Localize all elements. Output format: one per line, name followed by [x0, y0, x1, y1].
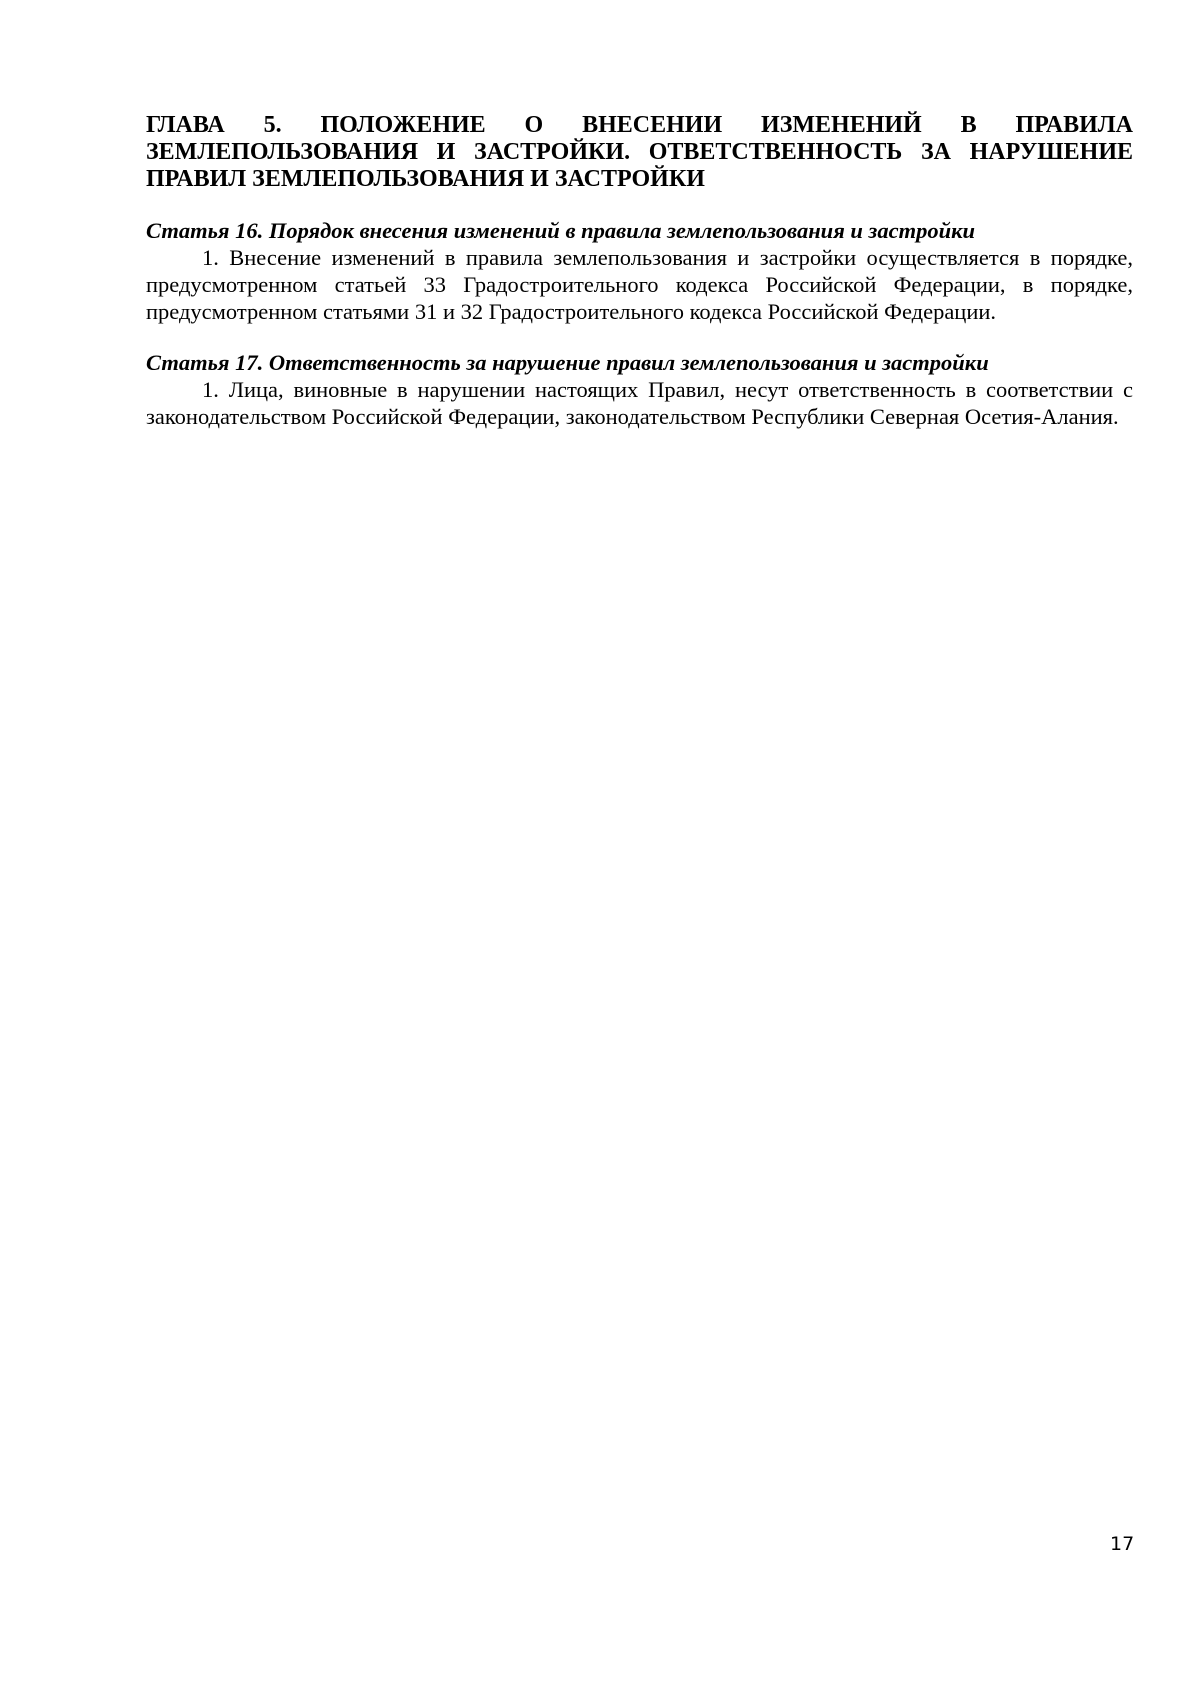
document-page [146, 112, 1133, 430]
chapter-title: ГЛАВА 5. ПОЛОЖЕНИЕ О ВНЕСЕНИИ ИЗМЕНЕНИЙ В ПРАВИЛА ЗЕМЛЕПОЛЬЗОВАНИЯ И ЗАСТРОЙКИ. ОТВЕТСТВЕННОСТЬ ЗА НАРУШЕНИЕ ПРАВИЛ ЗЕМЛЕПОЛЬЗОВАНИЯ И ЗАСТРОЙКИ [146, 112, 1133, 192]
article-heading: Статья 16. Порядок внесения изменений в правила землепользования и застройки [146, 218, 975, 243]
page-number: 17 [1110, 1533, 1135, 1555]
article-paragraph: 1. Лица, виновные в нарушении настоящих Правил, несут ответственность в соответствии с законодательством Российской Федерации, законодательством Республики Северная Осетия-Алания. [146, 377, 1133, 429]
article-heading: Статья 17. Ответственность за нарушение правил землепользования и застройки [146, 350, 989, 375]
article-16 [146, 217, 1133, 325]
article-paragraph: 1. Внесение изменений в правила землепользования и застройки осуществляется в порядке, предусмотренном статьей 33 Градостроительного кодекса Российской Федерации, в порядке, предусмотренном статьями 31 и 32 Градостроительного кодекса Российской Федерации. [146, 245, 1133, 324]
article-17 [146, 349, 1133, 430]
